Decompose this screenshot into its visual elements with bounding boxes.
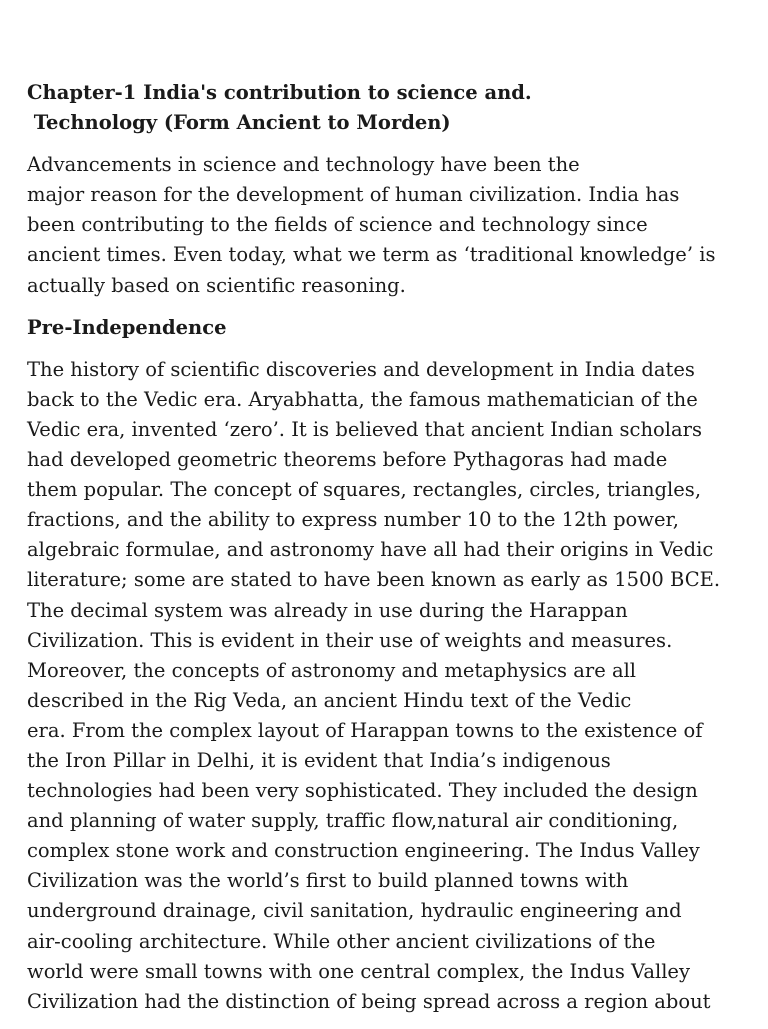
text-line: Civilization had the distinction of being spread across a region about xyxy=(27,989,711,1013)
text-line: Civilization. This is evident in their use of weights and measures. xyxy=(27,628,673,652)
text-line: algebraic formulae, and astronomy have all had their origins in Vedic xyxy=(27,538,714,562)
text-line: underground drainage, civil sanitation, hydraulic engineering and xyxy=(27,899,682,923)
text-line: actually based on scientific reasoning. xyxy=(27,273,406,297)
document-page xyxy=(27,78,727,1029)
section-heading: Pre-Independence xyxy=(27,315,227,339)
text-line: back to the Vedic era. Aryabhatta, the famous mathematician of the xyxy=(27,387,698,411)
text-line: fractions, and the ability to express number 10 to the 12th power, xyxy=(27,508,679,532)
section-paragraph xyxy=(27,355,727,1017)
intro-paragraph xyxy=(27,150,727,300)
chapter-title-line: Technology (Form Ancient to Morden) xyxy=(27,111,451,135)
text-line: complex stone work and construction engineering. The Indus Valley xyxy=(27,839,700,863)
text-line: technologies had been very sophisticated. They included the design xyxy=(27,779,698,803)
text-line: era. From the complex layout of Harappan towns to the existence of xyxy=(27,718,703,742)
chapter-title-line: Chapter-1 India's contribution to science and. xyxy=(27,81,532,104)
text-line: ancient times. Even today, what we term as ‘traditional knowledge’ is xyxy=(27,243,716,267)
text-line: had developed geometric theorems before Pythagoras had made xyxy=(27,448,668,472)
text-line: Vedic era, invented ‘zero’. It is believed that ancient Indian scholars xyxy=(27,417,702,441)
chapter-title xyxy=(27,78,727,138)
text-line: Civilization was the world’s first to build planned towns with xyxy=(27,869,629,893)
text-line: described in the Rig Veda, an ancient Hindu text of the Vedic xyxy=(27,688,632,712)
text-line: and planning of water supply, traffic flow,natural air conditioning, xyxy=(27,809,679,833)
text-line: them popular. The concept of squares, rectangles, circles, triangles, xyxy=(27,478,702,502)
text-line: major reason for the development of human civilization. India has xyxy=(27,183,680,207)
text-line: been contributing to the fields of science and technology since xyxy=(27,213,648,237)
text-line: the Iron Pillar in Delhi, it is evident that India’s indigenous xyxy=(27,748,611,772)
text-line: literature; some are stated to have been known as early as 1500 BCE. xyxy=(27,568,721,592)
text-line: air-cooling architecture. While other ancient civilizations of the xyxy=(27,929,656,953)
text-line: Moreover, the concepts of astronomy and metaphysics are all xyxy=(27,658,637,682)
text-line: The decimal system was already in use during the Harappan xyxy=(27,598,628,622)
text-line: The history of scientific discoveries and development in India dates xyxy=(27,357,695,381)
text-line: world were small towns with one central complex, the Indus Valley xyxy=(27,959,690,983)
text-line: Advancements in science and technology have been the xyxy=(27,153,580,177)
